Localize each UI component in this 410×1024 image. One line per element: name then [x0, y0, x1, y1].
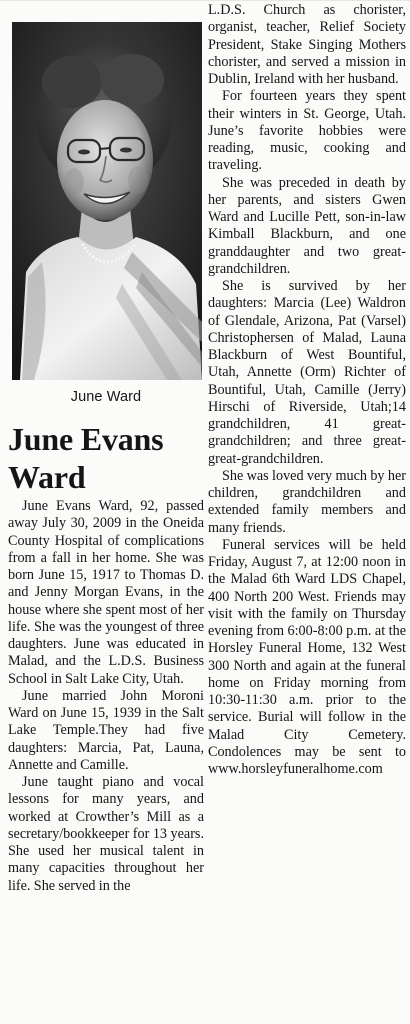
paragraph: June married John Moroni Ward on June 15, 1939 in the Salt Lake Temple.They had five daughters: Marcia, Pat, Launa, Annette and Camille. [8, 687, 204, 773]
paragraph: She was preceded in death by her parents, and sisters Gwen Ward and Lucille Pett, son-in-law Kimball Blackburn, and one granddaughter and two great-grandchildren. [208, 174, 406, 277]
right-column [208, 2, 406, 778]
obituary-headline: June Evans Ward [8, 421, 164, 495]
paragraph: She was loved very much by her children, grandchildren and extended family members and many friends. [208, 467, 406, 536]
portrait-image [12, 22, 202, 380]
photo-caption: June Ward [70, 389, 142, 405]
paragraph: For fourteen years they spent their winters in St. George, Utah. June’s favorite hobbies were reading, music, cooking and traveling. [208, 88, 406, 174]
left-body-text [8, 498, 204, 895]
left-column [6, 0, 204, 1024]
paragraph: She is survived by her daughters: Marcia (Lee) Waldron of Glendale, Arizona, Pat (Varsel) Christophersen of Malad, Launa Blackburn of West Bountiful, Utah, Annette (Orm) Richter of Bountiful, Utah, Camille (Jerry) Hirschi of Riverside, Utah;14 grandchildren, 41 great-grandchildren; and three great-great-grandchildren. [208, 278, 406, 467]
portrait-photo [12, 22, 202, 380]
paragraph: June taught piano and vocal lessons for many years, and worked at Crowther’s Mill as a secretary/bookkeeper for 13 years. She used her musical talent in many capacities throughout her life. She served in the [8, 774, 204, 894]
paragraph: Funeral services will be held Friday, August 7, at 12:00 noon in the Malad 6th Ward LDS Chapel, 400 North 200 West. Friends may visit with the family on Thursday evening from 6:00-8:00 p.m. at the Horsley Funeral Home, 132 West 300 North and again at the funeral home on Friday morning from 10:30-11:30 a.m. prior to the service. Burial will follow in the Malad City Cemetery. Condolences may be sent to www.horsleyfuneralhome.com [208, 536, 406, 777]
paragraph: June Evans Ward, 92, passed away July 30, 2009 in the Oneida County Hospital of complications from a fall in her home. She was born June 15, 1917 to Thomas D. and Jenny Morgan Evans, in the house where she spent most of her life. She was the youngest of three daughters. June was educated in Malad, and the L.D.S. Business School in Salt Lake City, Utah. [8, 498, 204, 687]
paragraph-continuation: L.D.S. Church as chorister, organist, teacher, Relief Society President, Stake Singing Mothers chorister, and served a mission in Dublin, Ireland with her husband. [208, 2, 406, 87]
